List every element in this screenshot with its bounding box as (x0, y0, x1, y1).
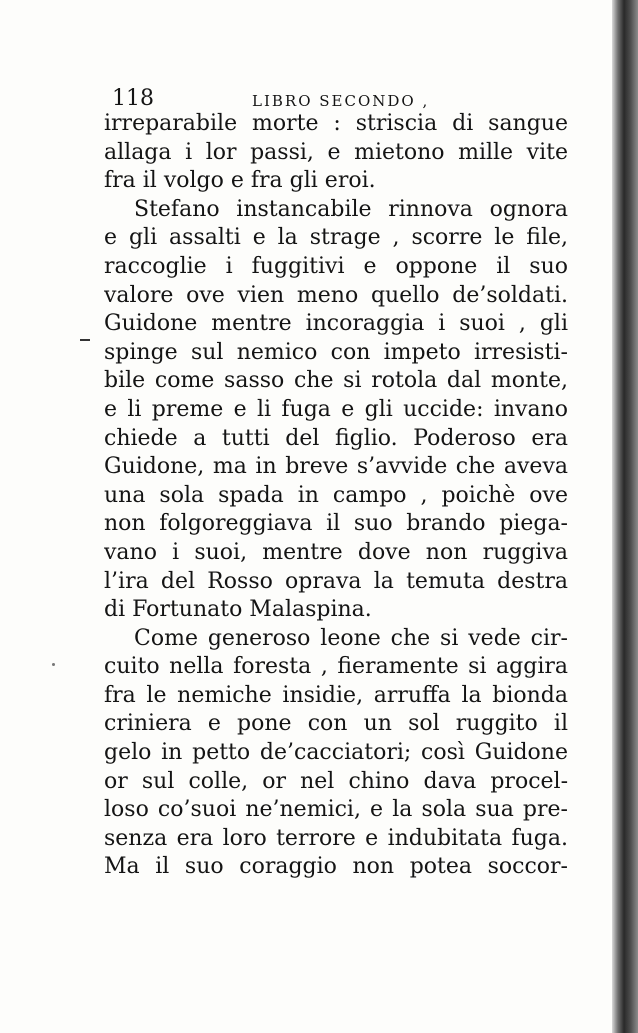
text-line: senza era loro terrore e indubitata fuga. (104, 825, 568, 851)
margin-mark (80, 339, 90, 341)
margin-dot (52, 663, 55, 666)
text-line: e gli assalti e la strage , scorre le file, (104, 225, 568, 251)
text-line: Come generoso leone che si vede cir- (134, 625, 568, 651)
text-line: e li preme e li fuga e gli uccide: invano (104, 396, 568, 422)
text-line: or sul colle, or nel chino dava procel- (104, 768, 568, 794)
text-line: chiede a tutti del figlio. Poderoso era (104, 425, 568, 451)
text-line: fra il volgo e fra gli eroi. (104, 168, 376, 194)
text-line: spinge sul nemico con impeto irresisti- (104, 339, 568, 365)
text-line: di Fortunato Malaspina. (104, 597, 372, 623)
text-line: una sola spada in campo , poichè ove (104, 482, 568, 508)
text-line: Ma il suo coraggio non potea soccor- (104, 854, 568, 880)
text-line: Stefano instancabile rinnova ognora (134, 196, 568, 222)
text-line: irreparabile morte : striscia di sangue (104, 111, 568, 136)
text-line: Guidone, ma in breve s’avvide che aveva (104, 454, 568, 480)
running-head: LIBRO SECONDO , (252, 92, 430, 110)
scan-edge-shadow (612, 0, 638, 1033)
text-line: cuito nella foresta , fieramente si aggira (104, 654, 568, 680)
text-line: non folgoreggiava il suo brando piega- (104, 511, 568, 537)
text-line: raccoglie i fuggitivi e oppone il suo (104, 253, 568, 279)
text-line: fra le nemiche insidie, arruffa la bionda (104, 682, 568, 708)
text-line: allaga i lor passi, e mietono mille vite (104, 139, 568, 165)
body-text (104, 110, 568, 882)
text-line: bile come sasso che si rotola dal monte, (104, 368, 568, 394)
text-line: l’ira del Rosso oprava la temuta destra (104, 568, 568, 594)
text-line: gelo in petto de’cacciatori; così Guidone (104, 740, 568, 766)
text-line: valore ove vien meno quello de’soldati. (104, 282, 568, 308)
text-line: Guidone mentre incoraggia i suoi , gli (104, 311, 568, 337)
text-line: criniera e pone con un sol ruggito il (104, 711, 568, 737)
page-number: 118 (112, 86, 154, 111)
text-line: loso co’suoi ne’nemici, e la sola sua pre- (104, 797, 568, 823)
text-line: vano i suoi, mentre dove non ruggiva (104, 539, 568, 565)
